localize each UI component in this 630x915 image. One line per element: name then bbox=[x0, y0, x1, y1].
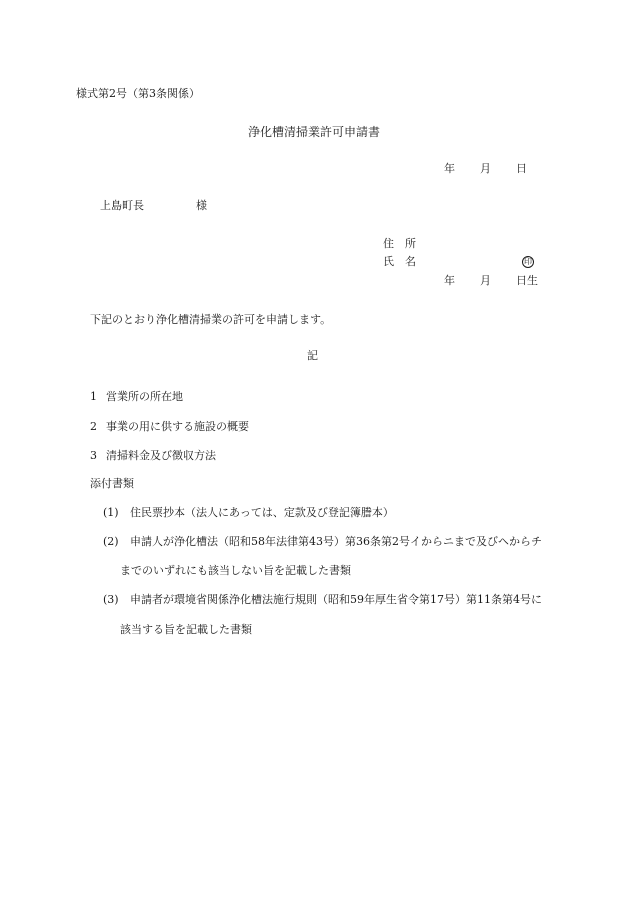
attachment-text: 申請人が浄化槽法（昭和58年法律第43号）第36条第2号イからニまで及びヘからチ bbox=[130, 535, 542, 548]
attachment-text-continued: 該当する旨を記載した書類 bbox=[120, 623, 252, 636]
date-year: 年 bbox=[444, 162, 455, 175]
seal-mark: 印 bbox=[524, 257, 532, 266]
name-label: 氏 名 bbox=[383, 255, 416, 268]
attachment-text: 住民票抄本（法人にあっては、定款及び登記簿謄本） bbox=[130, 506, 394, 519]
attachment-number: (3) bbox=[103, 593, 119, 606]
attachment-number: (2) bbox=[103, 535, 119, 548]
ki-heading: 記 bbox=[307, 349, 318, 362]
attachment-number: (1) bbox=[103, 506, 119, 519]
addressee-name: 上島町長 bbox=[100, 199, 144, 212]
attachment-text-continued: までのいずれにも該当しない旨を記載した書類 bbox=[120, 564, 351, 577]
attachments-heading: 添付書類 bbox=[90, 477, 134, 490]
attachment-text: 申請者が環境省関係浄化槽法施行規則（昭和59年厚生省令第17号）第11条第4号に bbox=[130, 593, 542, 606]
item-text: 営業所の所在地 bbox=[106, 390, 183, 403]
item-number: 3 bbox=[90, 449, 97, 462]
item-text: 清掃料金及び徴収方法 bbox=[106, 449, 216, 462]
item-number: 1 bbox=[90, 390, 97, 403]
date-month: 月 bbox=[480, 162, 491, 175]
address-label: 住 所 bbox=[383, 237, 416, 250]
item-text: 事業の用に供する施設の概要 bbox=[106, 420, 249, 433]
date-day: 日 bbox=[516, 162, 527, 175]
birth-year: 年 bbox=[444, 274, 455, 287]
item-number: 2 bbox=[90, 420, 97, 433]
document-title: 浄化槽清掃業許可申請書 bbox=[248, 125, 381, 139]
intro-text: 下記のとおり浄化槽清掃業の許可を申請します。 bbox=[90, 313, 332, 326]
addressee-honorific: 様 bbox=[196, 199, 207, 212]
form-label: 様式第2号（第3条関係） bbox=[76, 87, 200, 100]
birth-day: 日生 bbox=[516, 274, 538, 287]
birth-month: 月 bbox=[480, 274, 491, 287]
